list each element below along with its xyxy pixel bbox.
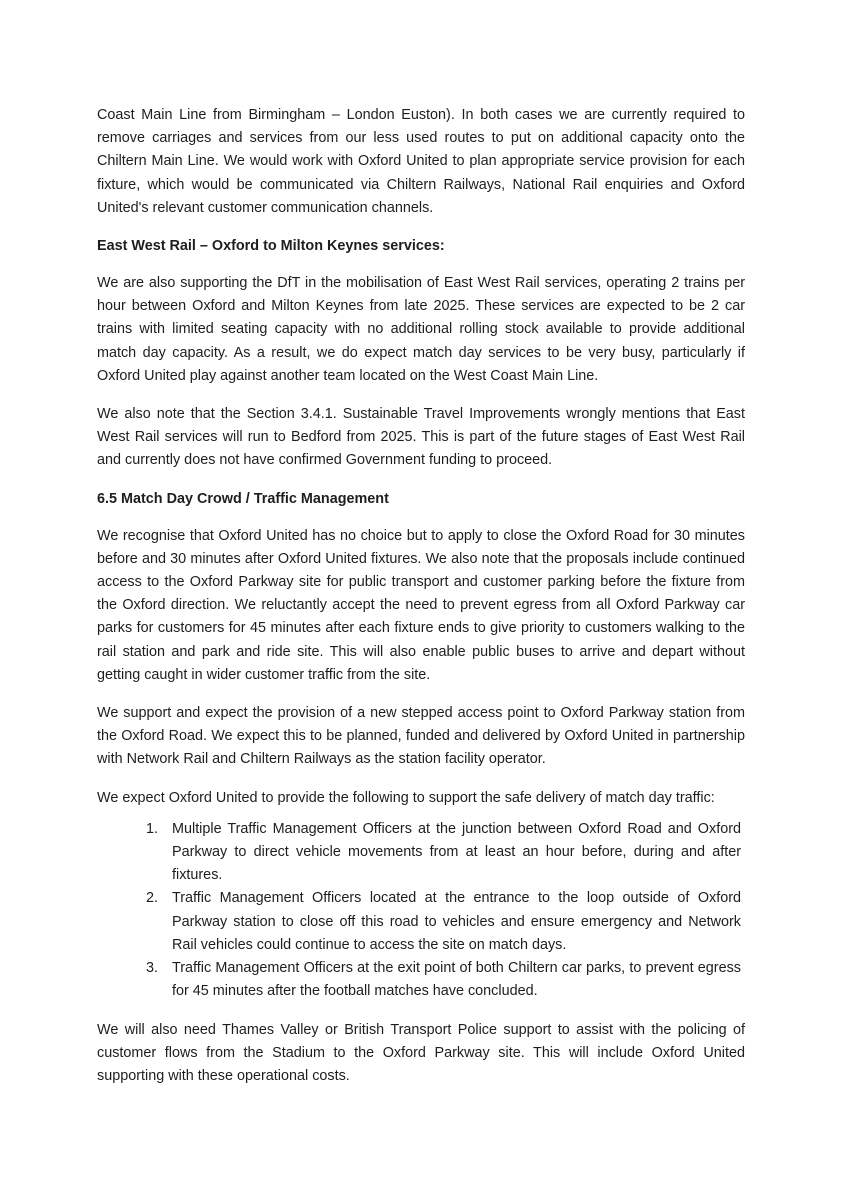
list-item [97, 887, 745, 957]
list-item-number: 2. [145, 890, 158, 907]
police-support-paragraph: We will also need Thames Valley or British Transport Police support to assist with the policing of customer flows from the Stadium to the Oxford Parkway site. This will include Oxford United supporting with these operational costs. [97, 1021, 745, 1084]
east-west-rail-paragraph: We are also supporting the DfT in the mobilisation of East West Rail services, operating 2 trains per hour between Oxford and Milton Keynes from late 2025. These services are expected to be 2 car trains with limited seating capacity with no additional rolling stock available to provide additional match day capacity. As a result, we do expect match day services to be very busy, particularly if Oxford United play against another team located on the West Coast Main Line. [97, 275, 745, 384]
section-heading-match-day: 6.5 Match Day Crowd / Traffic Management [97, 490, 389, 507]
document-body [97, 104, 745, 1103]
list-item-text: Traffic Management Officers located at the entrance to the loop outside of Oxford Parkway station to close off this road to vehicles and ensure emergency and Network Rail vehicles could continue to access the site on match days. [172, 890, 741, 953]
match-day-paragraph-road-closure: We recognise that Oxford United has no choice but to apply to close the Oxford Road for 30 minutes before and 30 minutes after Oxford United fixtures. We also note that the proposals include continued access to the Oxford Parkway site for public transport and customer parking before the fixture from the Oxford direction. We reluctantly accept the need to prevent egress from all Oxford Parkway car parks for customers for 45 minutes after each fixture ends to give priority to customers walking to the rail station and park and ride site. This will also enable public buses to arrive and depart without getting caught in wider customer traffic from the site. [97, 527, 745, 683]
list-item [97, 818, 745, 888]
list-item-text: Traffic Management Officers at the exit point of both Chiltern car parks, to prevent egress for 45 minutes after the football matches have concluded. [172, 960, 741, 1000]
list-item [97, 957, 745, 1003]
list-item-number: 3. [145, 960, 158, 977]
section-heading-east-west-rail: East West Rail – Oxford to Milton Keynes services: [97, 238, 445, 255]
match-day-paragraph-expectations: We expect Oxford United to provide the following to support the safe delivery of match day traffic: [97, 789, 715, 806]
list-item-number: 1. [145, 820, 158, 837]
east-west-rail-note-paragraph: We also note that the Section 3.4.1. Sustainable Travel Improvements wrongly mentions that East West Rail services will run to Bedford from 2025. This is part of the future stages of East West Rail and currently does not have confirmed Government funding to proceed. [97, 406, 745, 469]
intro-paragraph: Coast Main Line from Birmingham – London Euston). In both cases we are currently required to remove carriages and services from our less used routes to put on additional capacity onto the Chiltern Main Line. We would work with Oxford United to plan appropriate service provision for each fixture, which would be communicated via Chiltern Railways, National Rail enquiries and Oxford United's relevant customer communication channels. [97, 107, 745, 216]
match-day-paragraph-access-point: We support and expect the provision of a new stepped access point to Oxford Parkway station from the Oxford Road. We expect this to be planned, funded and delivered by Oxford United in partnership with Network Rail and Chiltern Railways as the station facility operator. [97, 705, 745, 768]
list-item-text: Multiple Traffic Management Officers at the junction between Oxford Road and Oxford Parkway to direct vehicle movements from at least an hour before, during and after fixtures. [172, 820, 741, 884]
requirements-list [97, 818, 745, 1004]
